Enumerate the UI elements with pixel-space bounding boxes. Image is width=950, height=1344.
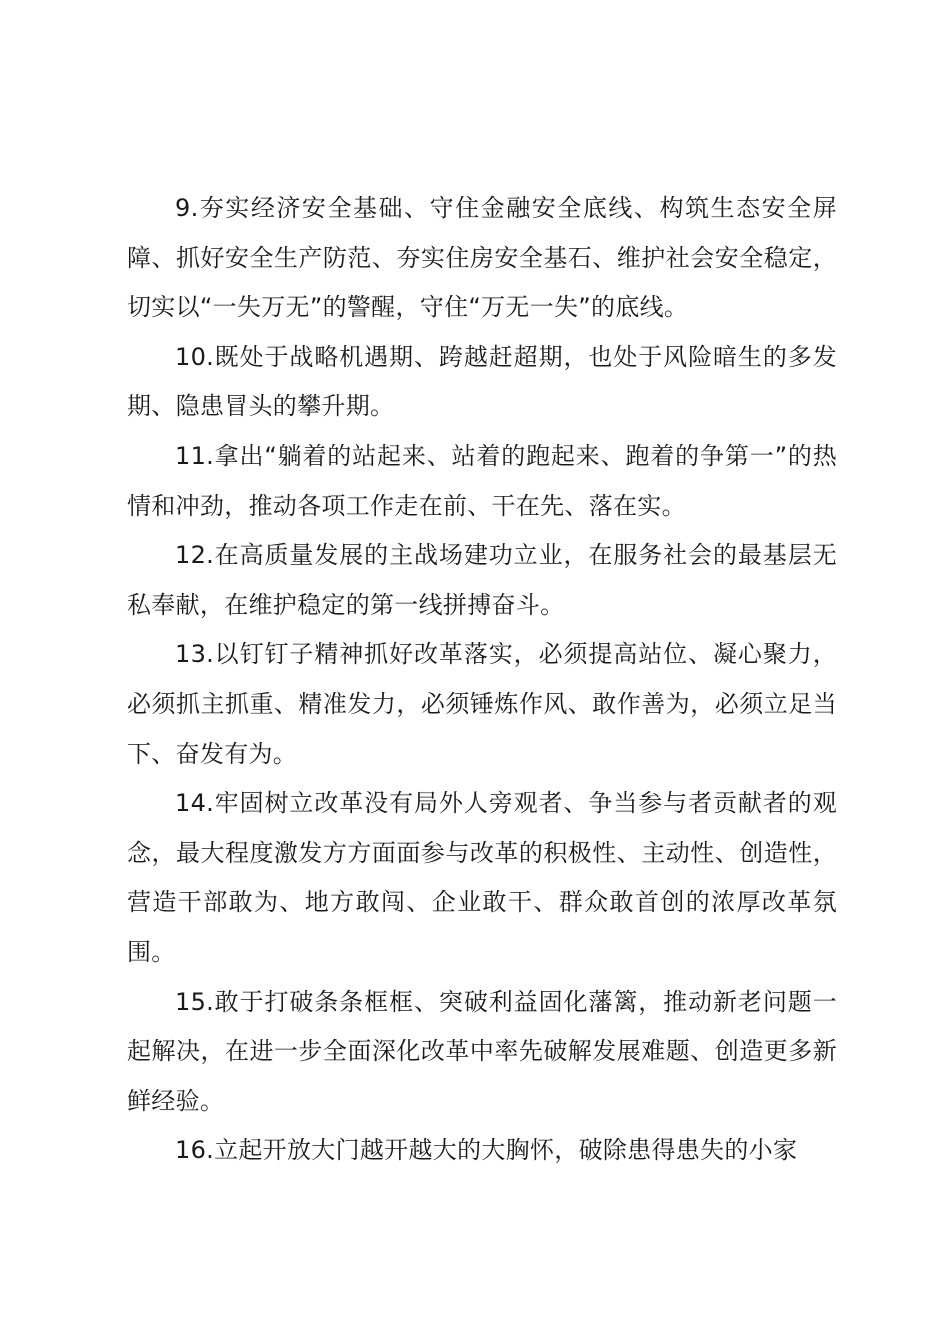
- paragraph-10: 10.既处于战略机遇期、跨越赶超期，也处于风险暗生的多发期、隐患冒头的攀升期。: [127, 342, 837, 421]
- paragraph-12: 12.在高质量发展的主战场建功立业，在服务社会的最基层无私奉献，在维护稳定的第一线拼搏奋斗。: [127, 541, 837, 619]
- paragraph-16: 16.立起开放大门越开越大的大胸怀，破除患得患失的小家: [175, 1136, 798, 1165]
- paragraph-15: 15.敢于打破条条框框、突破利益固化藩篱，推动新老问题一起解决，在进一步全面深化改革中率先破解发展难题、创造更多新鲜经验。: [127, 987, 837, 1115]
- paragraph-11: 11.拿出“躺着的站起来、站着的跑起来、跑着的争第一”的热情和冲劲，推动各项工作走在前、干在先、落在实。: [127, 441, 837, 520]
- document-body: [127, 184, 837, 1176]
- paragraph-13: 13.以钉钉子精神抓好改革落实，必须提高站位、凝心聚力，必须抓主抓重、精准发力，必须锤炼作风、敢作善为，必须立足当下、奋发有为。: [127, 640, 837, 768]
- paragraph-14: 14.牢固树立改革没有局外人旁观者、争当参与者贡献者的观念，最大程度激发方方面面参与改革的积极性、主动性、创造性，营造干部敢为、地方敢闯、企业敢干、群众敢首创的浓厚改革氛围。: [127, 789, 837, 966]
- paragraph-9: 9.夯实经济安全基础、守住金融安全底线、构筑生态安全屏障、抓好安全生产防范、夯实住房安全基石、维护社会安全稳定，切实以“一失万无”的警醒，守住“万无一失”的底线。: [127, 194, 837, 322]
